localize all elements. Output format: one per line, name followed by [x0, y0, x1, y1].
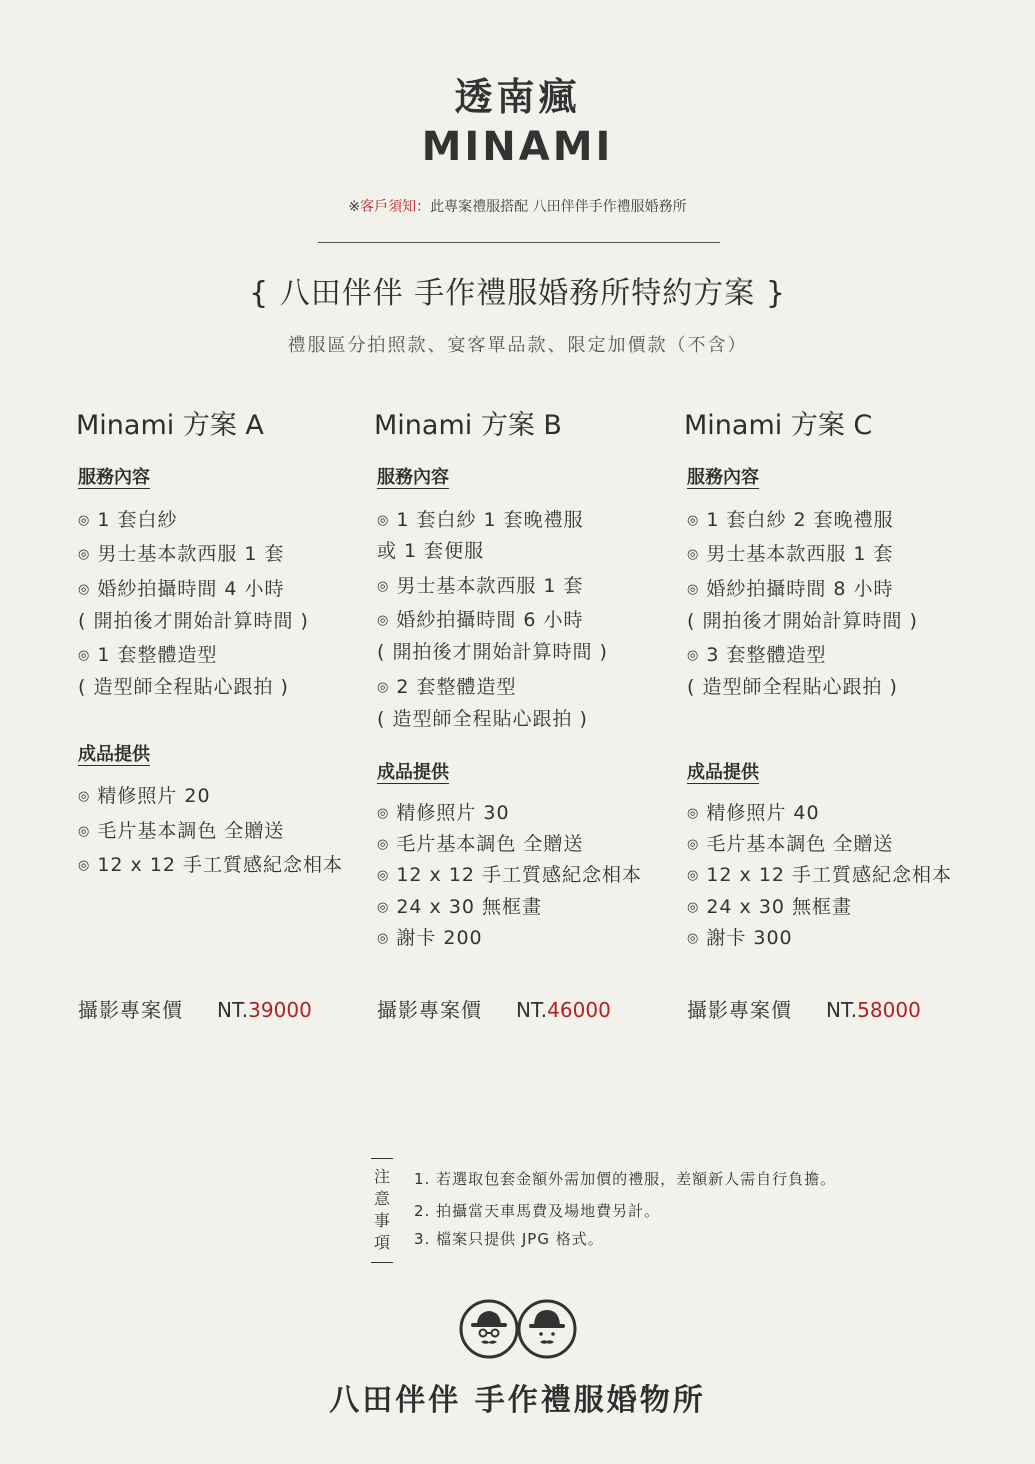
plan-b-deliverable-item: ◎ 24 x 30 無框畫 — [377, 896, 543, 918]
header-divider — [318, 242, 720, 243]
plan-b-deliverables-title: 成品提供 — [377, 762, 449, 783]
price-value: NT.58000 — [826, 998, 921, 1022]
plan-c-service-item: ◎ 3 套整體造型 — [687, 644, 827, 666]
plan-a-service-item: ( 開拍後才開始計算時間 ) — [78, 610, 309, 632]
bullet-icon: ◎ — [377, 513, 390, 528]
plan-c-service-item: ◎ 1 套白紗 2 套晚禮服 — [687, 509, 894, 531]
plan-c-title: Minami 方案 C — [684, 410, 873, 441]
note-item: 2. 拍攝當天車馬費及場地費另計。 — [414, 1202, 661, 1220]
price-value: NT.39000 — [217, 998, 312, 1022]
bullet-icon: ◎ — [377, 806, 390, 821]
bullet-icon: ◎ — [78, 858, 91, 873]
plan-a-price — [78, 994, 312, 1023]
bullet-icon: ◎ — [377, 931, 390, 946]
plan-b-service-item: ( 造型師全程貼心跟拍 ) — [377, 708, 588, 730]
bullet-icon: ◎ — [78, 824, 91, 839]
plan-a-service-item: ( 造型師全程貼心跟拍 ) — [78, 676, 289, 698]
plan-a-services-title: 服務內容 — [78, 467, 150, 488]
plan-c-services-title: 服務內容 — [687, 467, 759, 488]
plan-c-service-item: ◎ 男士基本款西服 1 套 — [687, 543, 894, 565]
plan-a-title: Minami 方案 A — [76, 410, 264, 441]
plan-c-price — [687, 994, 921, 1023]
brand-name-english: MINAMI — [421, 124, 614, 170]
plan-a-service-item: ◎ 1 套整體造型 — [78, 644, 218, 666]
title-brace-close: } — [765, 276, 786, 311]
notice-text: ：此專案禮服搭配 八田伴伴手作禮服婚務所 — [416, 199, 687, 215]
bullet-icon: ◎ — [687, 513, 700, 528]
plan-a-deliverables-title: 成品提供 — [78, 744, 150, 765]
footer-brand-title: 八田伴伴 手作禮服婚物所 — [329, 1383, 706, 1418]
notes-label: 注 意 事 項 — [373, 1167, 390, 1252]
title-brace-open: { — [249, 276, 270, 311]
customer-notice — [0, 196, 1035, 216]
bullet-icon: ◎ — [687, 806, 700, 821]
plan-b-service-item: 或 1 套便服 — [377, 540, 485, 562]
notes-rule-top — [371, 1158, 393, 1159]
title-text: 八田伴伴 手作禮服婚務所特約方案 — [279, 276, 756, 311]
plan-c-deliverable-item: ◎ 謝卡 300 — [687, 927, 793, 949]
plan-c-deliverable-item: ◎ 毛片基本調色 全贈送 — [687, 833, 894, 855]
bullet-icon: ◎ — [687, 931, 700, 946]
plan-b-deliverable-item: ◎ 毛片基本調色 全贈送 — [377, 833, 584, 855]
bullet-icon: ◎ — [78, 547, 91, 562]
bullet-icon: ◎ — [687, 900, 700, 915]
plan-a-service-item: ◎ 婚紗拍攝時間 4 小時 — [78, 578, 285, 600]
plan-b-service-item: ( 開拍後才開始計算時間 ) — [377, 641, 608, 663]
bullet-icon: ◎ — [687, 868, 700, 883]
note-item: 3. 檔案只提供 JPG 格式。 — [414, 1230, 604, 1248]
plan-a-service-item: ◎ 1 套白紗 — [78, 509, 178, 531]
page-subtitle: 禮服區分拍照款、宴客單品款、限定加價款（不含） — [287, 335, 748, 356]
bullet-icon: ◎ — [78, 648, 91, 663]
plan-c-service-item: ( 開拍後才開始計算時間 ) — [687, 610, 918, 632]
brand-name-chinese: 透南瘋 — [454, 75, 581, 119]
notice-prefix: ※ — [348, 199, 361, 215]
bullet-icon: ◎ — [78, 789, 91, 804]
plan-a-deliverable-item: ◎ 毛片基本調色 全贈送 — [78, 820, 285, 842]
plan-b-service-item: ◎ 1 套白紗 1 套晚禮服 — [377, 509, 584, 531]
bullet-icon: ◎ — [377, 900, 390, 915]
plan-a-service-item: ◎ 男士基本款西服 1 套 — [78, 543, 285, 565]
bullet-icon: ◎ — [377, 868, 390, 883]
price-label: 攝影專案價 — [377, 998, 482, 1022]
note-item: 1. 若選取包套金額外需加價的禮服，差額新人需自行負擔。 — [414, 1170, 837, 1188]
plan-b-services-title: 服務內容 — [377, 467, 449, 488]
plan-b-deliverable-item: ◎ 精修照片 30 — [377, 802, 510, 824]
price-label: 攝影專案價 — [687, 998, 792, 1022]
plan-a-deliverable-item: ◎ 12 x 12 手工質感紀念相本 — [78, 854, 344, 876]
plan-b-deliverable-item: ◎ 謝卡 200 — [377, 927, 483, 949]
plan-c-deliverable-item: ◎ 精修照片 40 — [687, 802, 820, 824]
notice-label: 客戶須知 — [360, 199, 417, 215]
bullet-icon: ◎ — [687, 582, 700, 597]
bullet-icon: ◎ — [78, 582, 91, 597]
plan-b-title: Minami 方案 B — [374, 410, 562, 441]
plan-c-service-item: ◎ 婚紗拍攝時間 8 小時 — [687, 578, 894, 600]
gentlemen-hat-logo-icon — [458, 1298, 578, 1360]
price-label: 攝影專案價 — [78, 998, 183, 1022]
price-value: NT.46000 — [516, 998, 611, 1022]
page-title — [0, 268, 1035, 312]
plan-a-deliverable-item: ◎ 精修照片 20 — [78, 785, 211, 807]
notes-rule-bottom — [371, 1262, 393, 1263]
bullet-icon: ◎ — [687, 837, 700, 852]
plan-b-service-item: ◎ 婚紗拍攝時間 6 小時 — [377, 609, 584, 631]
bullet-icon: ◎ — [687, 547, 700, 562]
plan-b-deliverable-item: ◎ 12 x 12 手工質感紀念相本 — [377, 864, 643, 886]
plan-b-price — [377, 994, 611, 1023]
plan-b-service-item: ◎ 2 套整體造型 — [377, 676, 517, 698]
bullet-icon: ◎ — [377, 613, 390, 628]
bullet-icon: ◎ — [377, 680, 390, 695]
bullet-icon: ◎ — [687, 648, 700, 663]
bullet-icon: ◎ — [377, 837, 390, 852]
bullet-icon: ◎ — [78, 513, 91, 528]
bullet-icon: ◎ — [377, 579, 390, 594]
plan-c-deliverable-item: ◎ 12 x 12 手工質感紀念相本 — [687, 864, 953, 886]
plan-b-service-item: ◎ 男士基本款西服 1 套 — [377, 575, 584, 597]
plan-c-deliverable-item: ◎ 24 x 30 無框畫 — [687, 896, 853, 918]
plan-c-deliverables-title: 成品提供 — [687, 762, 759, 783]
plan-c-service-item: ( 造型師全程貼心跟拍 ) — [687, 676, 898, 698]
